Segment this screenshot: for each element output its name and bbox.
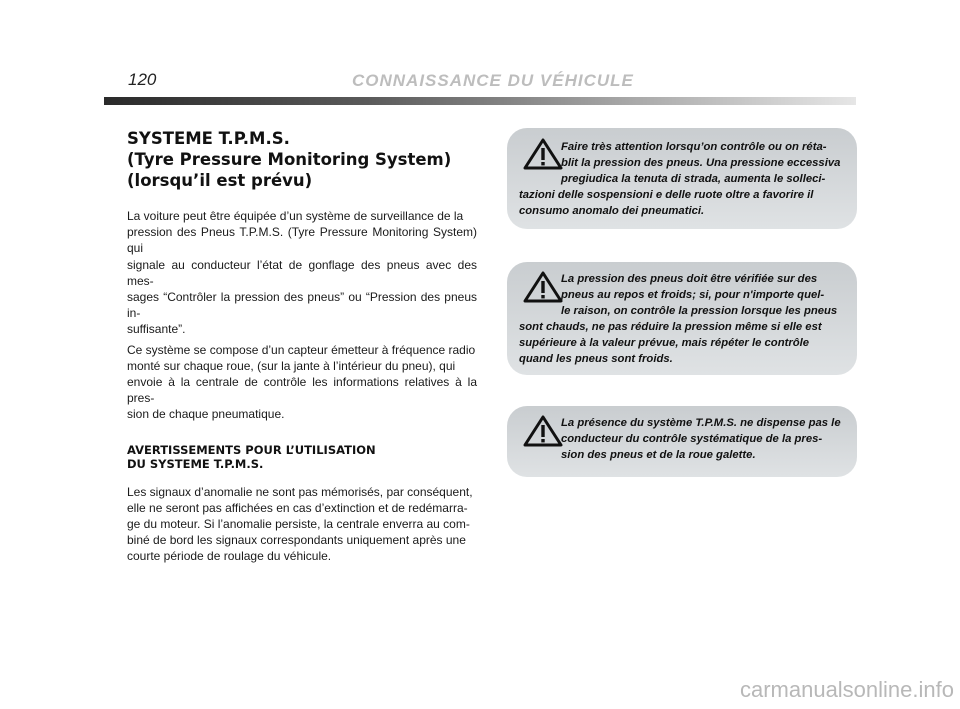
- section-title-line: SYSTEME T.P.M.S.: [127, 129, 290, 148]
- warning-box-cold-tyres: [507, 262, 857, 375]
- text-line: ge du moteur. Si l’anomalie persiste, la centrale enverra au com-: [127, 517, 470, 532]
- section-title: [127, 128, 477, 191]
- text-line: courte période de roulage du véhicule.: [127, 549, 332, 564]
- warning-line: supérieure à la valeur prévue, mais répéter le contrôle: [519, 337, 810, 349]
- anomaly-paragraph: [127, 484, 477, 565]
- warning-line: tazioni delle sospensioni e delle ruote oltre a favorire il: [519, 189, 814, 201]
- text-line: signale au conducteur l’état de gonflage des pneus avec des mes-: [127, 257, 477, 288]
- section-title-line: (Tyre Pressure Monitoring System): [127, 150, 452, 169]
- text-line: biné de bord les signaux correspondants uniquement après une: [127, 533, 466, 548]
- warning-text: [519, 271, 847, 367]
- system-description-paragraph: [127, 342, 477, 423]
- warning-line: pregiudica la tenuta di strada, aumenta le solleci-: [561, 173, 826, 185]
- warning-line: Faire très attention lorsqu’on contrôle ou on réta-: [561, 141, 827, 153]
- text-line: sages “Contrôler la pression des pneus” ou “Pression des pneus in-: [127, 290, 477, 321]
- warning-line: La pression des pneus doit être vérifiée sur des: [561, 273, 818, 285]
- warning-line: le raison, on contrôle la pression lorsque les pneus: [561, 305, 838, 317]
- text-line: pression des Pneus T.P.M.S. (Tyre Pressure Monitoring System) qui: [127, 225, 477, 256]
- intro-paragraph: [127, 208, 477, 338]
- warning-box-systematic-check: [507, 406, 857, 477]
- warning-line: sion des pneus et de la roue galette.: [561, 449, 756, 461]
- warning-line: blit la pression des pneus. Una pressione eccessiva: [561, 157, 841, 169]
- warning-text: [519, 415, 847, 463]
- section-title-line: (lorsqu’il est prévu): [127, 171, 313, 190]
- warnings-subheading: [127, 443, 477, 471]
- main-column: [127, 128, 477, 565]
- warning-line: La présence du système T.P.M.S. ne dispense pas le: [561, 417, 841, 429]
- text-line: Ce système se compose d’un capteur émetteur à fréquence radio: [127, 342, 476, 357]
- warning-text: [519, 139, 847, 219]
- page-number: 120: [128, 70, 157, 89]
- header-rule: [104, 97, 856, 105]
- text-line: sion de chaque pneumatique.: [127, 407, 285, 422]
- warning-line: pneus au repos et froids; si, pour n'importe quel-: [561, 289, 825, 301]
- text-line: envoie à la centrale de contrôle les informations relatives à la pres-: [127, 375, 477, 406]
- warning-line: quand les pneus sont froids.: [519, 353, 673, 365]
- warning-box-pressure-check: [507, 128, 857, 229]
- warning-line: consumo anomalo dei pneumatici.: [519, 205, 705, 217]
- warning-line: conducteur du contrôle systématique de la pres-: [561, 433, 823, 445]
- warning-line: sont chauds, ne pas réduire la pression même si elle est: [519, 321, 822, 333]
- text-line: Les signaux d’anomalie ne sont pas mémorisés, par conséquent,: [127, 484, 473, 499]
- running-title: CONNAISSANCE DU VÉHICULE: [352, 71, 634, 90]
- text-line: La voiture peut être équipée d’un système de surveillance de la: [127, 209, 464, 223]
- text-line: suffisante”.: [127, 322, 186, 337]
- watermark: carmanualsonline.info: [739, 677, 954, 702]
- subheading-line: DU SYSTEME T.P.M.S.: [127, 456, 264, 471]
- subheading-line: AVERTISSEMENTS POUR L’UTILISATION: [127, 442, 376, 457]
- text-line: elle ne seront pas affichées en cas d’extinction et de redémarra-: [127, 500, 468, 515]
- text-line: monté sur chaque roue, (sur la jante à l’intérieur du pneu), qui: [127, 358, 456, 373]
